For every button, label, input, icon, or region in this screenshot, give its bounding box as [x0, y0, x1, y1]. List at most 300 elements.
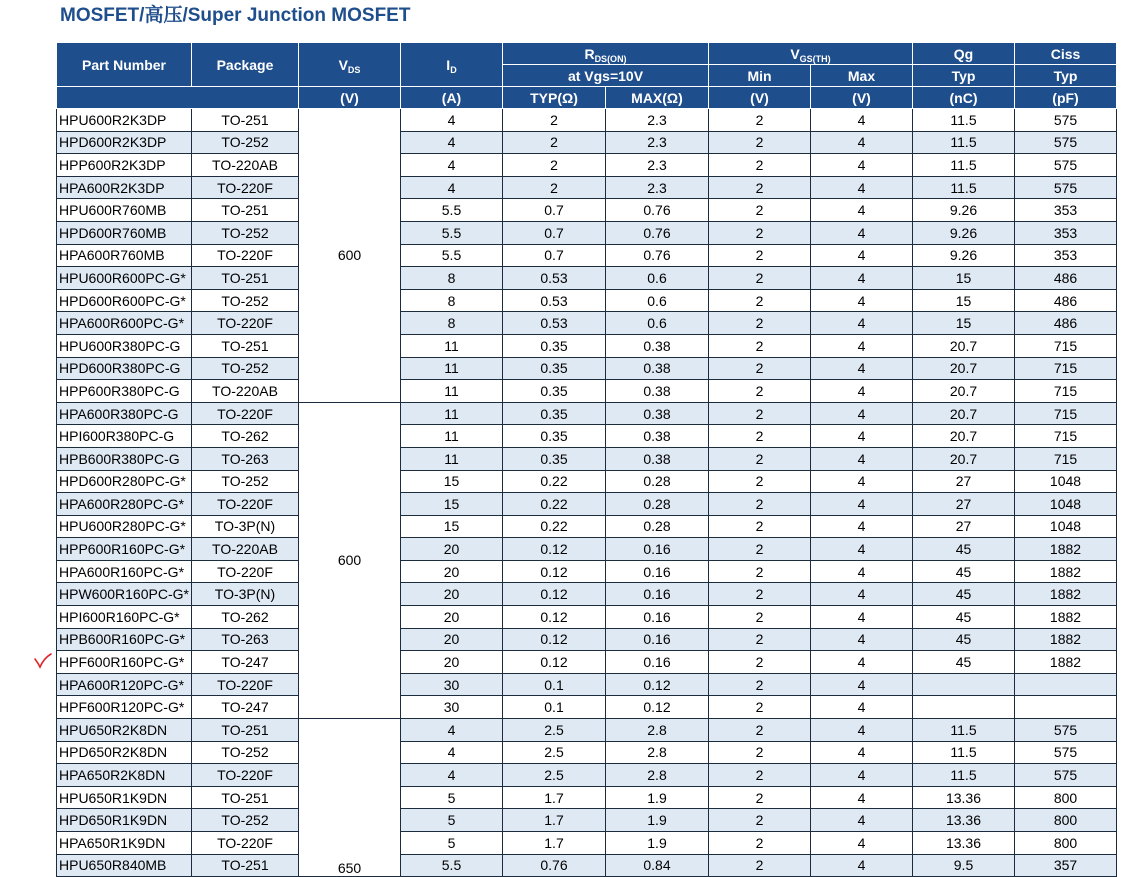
cell-part-number: HPU600R280PC-G*	[57, 515, 192, 538]
cell-qg-typ: 9.26	[913, 221, 1015, 244]
table-row	[57, 628, 1117, 651]
cell-ciss-typ: 353	[1015, 244, 1117, 267]
cell-package: TO-251	[192, 109, 299, 132]
cell-vgs-min: 2	[709, 764, 811, 787]
cell-qg-typ: 11.5	[913, 719, 1015, 742]
cell-rds-max: 0.76	[606, 244, 709, 267]
cell-vgs-max: 4	[811, 109, 913, 132]
cell-ciss-typ: 715	[1015, 402, 1117, 425]
cell-rds-max: 0.38	[606, 357, 709, 380]
cell-id: 5.5	[401, 221, 503, 244]
cell-rds-max: 0.84	[606, 854, 709, 877]
cell-vgs-min: 2	[709, 560, 811, 583]
cell-ciss-typ: 575	[1015, 131, 1117, 154]
cell-ciss-typ: 800	[1015, 786, 1117, 809]
cell-rds-typ: 0.22	[503, 493, 606, 516]
col-header-rds: $R_{DS(ON)}$	[503, 43, 709, 65]
cell-part-number: HPW600R160PC-G*	[57, 583, 192, 606]
cell-vds: 600	[299, 402, 401, 718]
table-row	[57, 447, 1117, 470]
cell-package: TO-220F	[192, 244, 299, 267]
cell-ciss-typ: 715	[1015, 334, 1117, 357]
cell-id: 30	[401, 673, 503, 696]
cell-rds-max: 0.16	[606, 651, 709, 674]
cell-part-number: HPD600R600PC-G*	[57, 289, 192, 312]
cell-ciss-typ: 1882	[1015, 538, 1117, 561]
table-row	[57, 312, 1117, 335]
cell-part-number: HPB600R160PC-G*	[57, 628, 192, 651]
checkmark-icon	[33, 652, 53, 670]
cell-qg-typ: 13.36	[913, 809, 1015, 832]
cell-qg-typ: 45	[913, 560, 1015, 583]
cell-ciss-typ: 715	[1015, 357, 1117, 380]
cell-package: TO-252	[192, 470, 299, 493]
cell-ciss-typ: 1048	[1015, 515, 1117, 538]
table-row	[57, 809, 1117, 832]
table-row	[57, 176, 1117, 199]
cell-part-number: HPD600R280PC-G*	[57, 470, 192, 493]
unit-qg: (nC)	[913, 87, 1015, 109]
col-header-rds-condition: at Vgs=10V	[503, 65, 709, 87]
cell-vgs-max: 4	[811, 832, 913, 855]
cell-id: 4	[401, 109, 503, 132]
cell-id: 8	[401, 267, 503, 290]
cell-rds-max: 0.28	[606, 515, 709, 538]
cell-ciss-typ: 1048	[1015, 470, 1117, 493]
cell-qg-typ: 15	[913, 312, 1015, 335]
cell-rds-typ: 2	[503, 154, 606, 177]
cell-part-number: HPU600R2K3DP	[57, 109, 192, 132]
cell-rds-max: 0.76	[606, 221, 709, 244]
cell-ciss-typ: 357	[1015, 854, 1117, 877]
cell-part-number: HPA600R380PC-G	[57, 402, 192, 425]
cell-vgs-max: 4	[811, 606, 913, 629]
cell-ciss-typ: 715	[1015, 425, 1117, 448]
cell-id: 4	[401, 764, 503, 787]
table-row	[57, 854, 1117, 877]
cell-vds: 650	[299, 719, 401, 877]
col-header-vgs: $V_{GS(TH)}$	[709, 43, 913, 65]
cell-id: 15	[401, 515, 503, 538]
cell-vgs-max: 4	[811, 447, 913, 470]
cell-part-number: HPD600R380PC-G	[57, 357, 192, 380]
cell-vgs-max: 4	[811, 425, 913, 448]
cell-qg-typ: 20.7	[913, 334, 1015, 357]
cell-vgs-max: 4	[811, 515, 913, 538]
cell-ciss-typ: 486	[1015, 267, 1117, 290]
unit-vgs-max: (V)	[811, 87, 913, 109]
cell-part-number: HPI600R160PC-G*	[57, 606, 192, 629]
col-header-vgs-min: Min	[709, 65, 811, 87]
cell-rds-max: 1.9	[606, 786, 709, 809]
cell-package: TO-251	[192, 854, 299, 877]
cell-vgs-min: 2	[709, 786, 811, 809]
cell-vgs-max: 4	[811, 470, 913, 493]
table-row	[57, 470, 1117, 493]
cell-vgs-max: 4	[811, 131, 913, 154]
cell-vgs-max: 4	[811, 493, 913, 516]
table-row	[57, 786, 1117, 809]
cell-vgs-min: 2	[709, 334, 811, 357]
cell-rds-typ: 1.7	[503, 786, 606, 809]
cell-vgs-min: 2	[709, 357, 811, 380]
cell-rds-typ: 0.1	[503, 696, 606, 719]
cell-ciss-typ: 1882	[1015, 651, 1117, 674]
cell-rds-max: 0.38	[606, 380, 709, 403]
cell-qg-typ: 27	[913, 493, 1015, 516]
cell-part-number: HPD650R1K9DN	[57, 809, 192, 832]
cell-part-number: HPA600R120PC-G*	[57, 673, 192, 696]
cell-vgs-min: 2	[709, 515, 811, 538]
cell-rds-typ: 0.53	[503, 267, 606, 290]
table-row	[57, 267, 1117, 290]
cell-ciss-typ: 575	[1015, 719, 1117, 742]
cell-vgs-min: 2	[709, 741, 811, 764]
cell-rds-max: 2.8	[606, 741, 709, 764]
cell-vgs-max: 4	[811, 696, 913, 719]
cell-qg-typ: 13.36	[913, 832, 1015, 855]
cell-id: 5.5	[401, 854, 503, 877]
cell-vgs-max: 4	[811, 312, 913, 335]
cell-rds-typ: 0.35	[503, 357, 606, 380]
cell-ciss-typ: 715	[1015, 380, 1117, 403]
cell-rds-typ: 0.7	[503, 221, 606, 244]
cell-vgs-max: 4	[811, 651, 913, 674]
cell-rds-typ: 0.53	[503, 289, 606, 312]
cell-part-number: HPD600R760MB	[57, 221, 192, 244]
cell-package: TO-220AB	[192, 380, 299, 403]
col-header-qg-typ: Typ	[913, 65, 1015, 87]
cell-package: TO-220F	[192, 673, 299, 696]
cell-vgs-min: 2	[709, 199, 811, 222]
table-row	[57, 538, 1117, 561]
cell-package: TO-220F	[192, 764, 299, 787]
cell-vgs-max: 4	[811, 673, 913, 696]
table-row	[57, 109, 1117, 132]
cell-id: 5.5	[401, 199, 503, 222]
table-row	[57, 221, 1117, 244]
cell-qg-typ: 11.5	[913, 109, 1015, 132]
cell-rds-typ: 0.12	[503, 538, 606, 561]
cell-rds-typ: 0.12	[503, 651, 606, 674]
cell-rds-max: 0.28	[606, 493, 709, 516]
col-header-ciss-typ: Typ	[1015, 65, 1117, 87]
page-title: MOSFET/高压/Super Junction MOSFET	[60, 5, 411, 26]
cell-id: 30	[401, 696, 503, 719]
cell-ciss-typ: 1048	[1015, 493, 1117, 516]
cell-part-number: HPA600R760MB	[57, 244, 192, 267]
cell-package: TO-262	[192, 425, 299, 448]
unit-ciss: (pF)	[1015, 87, 1117, 109]
cell-vgs-min: 2	[709, 289, 811, 312]
cell-ciss-typ	[1015, 673, 1117, 696]
cell-rds-max: 0.6	[606, 289, 709, 312]
cell-rds-typ: 2	[503, 176, 606, 199]
cell-vgs-max: 4	[811, 786, 913, 809]
cell-ciss-typ: 353	[1015, 221, 1117, 244]
table-row	[57, 651, 1117, 674]
units-spacer	[57, 87, 299, 109]
cell-vgs-max: 4	[811, 334, 913, 357]
cell-part-number: HPU600R380PC-G	[57, 334, 192, 357]
table-row	[57, 696, 1117, 719]
cell-vgs-min: 2	[709, 470, 811, 493]
cell-rds-typ: 0.12	[503, 606, 606, 629]
cell-qg-typ: 27	[913, 515, 1015, 538]
cell-rds-typ: 0.35	[503, 334, 606, 357]
cell-qg-typ: 45	[913, 606, 1015, 629]
cell-vgs-min: 2	[709, 832, 811, 855]
cell-id: 5	[401, 809, 503, 832]
cell-package: TO-220AB	[192, 538, 299, 561]
table-row	[57, 560, 1117, 583]
cell-vgs-max: 4	[811, 380, 913, 403]
cell-id: 11	[401, 447, 503, 470]
cell-vgs-max: 4	[811, 809, 913, 832]
cell-id: 4	[401, 741, 503, 764]
cell-rds-max: 0.16	[606, 628, 709, 651]
cell-rds-typ: 2.5	[503, 764, 606, 787]
table-row	[57, 425, 1117, 448]
table-row	[57, 199, 1117, 222]
cell-ciss-typ: 800	[1015, 809, 1117, 832]
cell-vgs-max: 4	[811, 199, 913, 222]
cell-vgs-max: 4	[811, 221, 913, 244]
cell-package: TO-251	[192, 719, 299, 742]
cell-rds-typ: 2.5	[503, 719, 606, 742]
cell-rds-typ: 0.76	[503, 854, 606, 877]
table-row	[57, 741, 1117, 764]
table-row	[57, 764, 1117, 787]
cell-id: 8	[401, 289, 503, 312]
cell-qg-typ: 11.5	[913, 764, 1015, 787]
cell-id: 5	[401, 832, 503, 855]
cell-part-number: HPD600R2K3DP	[57, 131, 192, 154]
table-row	[57, 334, 1117, 357]
cell-rds-max: 2.3	[606, 176, 709, 199]
cell-vgs-max: 4	[811, 357, 913, 380]
cell-part-number: HPA650R1K9DN	[57, 832, 192, 855]
cell-rds-max: 0.6	[606, 267, 709, 290]
cell-vgs-min: 2	[709, 493, 811, 516]
cell-rds-max: 0.16	[606, 606, 709, 629]
table-row	[57, 606, 1117, 629]
cell-vgs-max: 4	[811, 560, 913, 583]
cell-rds-typ: 0.12	[503, 560, 606, 583]
cell-qg-typ: 45	[913, 538, 1015, 561]
cell-ciss-typ: 715	[1015, 447, 1117, 470]
cell-id: 20	[401, 560, 503, 583]
cell-rds-max: 0.6	[606, 312, 709, 335]
cell-package: TO-251	[192, 267, 299, 290]
cell-part-number: HPP600R380PC-G	[57, 380, 192, 403]
cell-id: 15	[401, 493, 503, 516]
cell-id: 20	[401, 651, 503, 674]
cell-rds-max: 0.16	[606, 538, 709, 561]
table-row	[57, 832, 1117, 855]
cell-package: TO-247	[192, 696, 299, 719]
cell-qg-typ: 11.5	[913, 131, 1015, 154]
cell-vgs-max: 4	[811, 764, 913, 787]
cell-rds-max: 1.9	[606, 809, 709, 832]
cell-ciss-typ: 1882	[1015, 606, 1117, 629]
cell-id: 5	[401, 786, 503, 809]
table-row	[57, 244, 1117, 267]
col-header-ciss: Ciss	[1015, 43, 1117, 65]
cell-rds-max: 0.38	[606, 447, 709, 470]
cell-rds-max: 0.16	[606, 560, 709, 583]
cell-qg-typ: 11.5	[913, 176, 1015, 199]
cell-id: 8	[401, 312, 503, 335]
table-row	[57, 673, 1117, 696]
table-row	[57, 493, 1117, 516]
table-row	[57, 402, 1117, 425]
cell-rds-typ: 0.7	[503, 199, 606, 222]
cell-ciss-typ: 575	[1015, 109, 1117, 132]
cell-package: TO-3P(N)	[192, 583, 299, 606]
cell-package: TO-262	[192, 606, 299, 629]
cell-rds-typ: 0.35	[503, 380, 606, 403]
col-header-qg: Qg	[913, 43, 1015, 65]
cell-vgs-min: 2	[709, 854, 811, 877]
cell-vgs-min: 2	[709, 583, 811, 606]
cell-package: TO-220F	[192, 176, 299, 199]
cell-package: TO-220AB	[192, 154, 299, 177]
cell-vgs-min: 2	[709, 221, 811, 244]
col-header-vds: $V_{DS}$	[299, 43, 401, 87]
cell-rds-typ: 0.35	[503, 402, 606, 425]
cell-rds-max: 2.8	[606, 764, 709, 787]
table-row	[57, 131, 1117, 154]
cell-id: 5.5	[401, 244, 503, 267]
cell-vgs-min: 2	[709, 628, 811, 651]
cell-qg-typ: 13.36	[913, 786, 1015, 809]
cell-vgs-min: 2	[709, 719, 811, 742]
cell-part-number: HPA600R160PC-G*	[57, 560, 192, 583]
cell-package: TO-263	[192, 447, 299, 470]
cell-vgs-max: 4	[811, 244, 913, 267]
table-row	[57, 289, 1117, 312]
cell-qg-typ: 11.5	[913, 154, 1015, 177]
cell-vgs-min: 2	[709, 267, 811, 290]
cell-rds-max: 2.3	[606, 109, 709, 132]
cell-ciss-typ: 575	[1015, 764, 1117, 787]
cell-part-number: HPU650R840MB	[57, 854, 192, 877]
cell-id: 11	[401, 425, 503, 448]
cell-rds-max: 0.16	[606, 583, 709, 606]
cell-package: TO-220F	[192, 493, 299, 516]
cell-vgs-max: 4	[811, 402, 913, 425]
table-row	[57, 583, 1117, 606]
cell-id: 20	[401, 606, 503, 629]
cell-ciss-typ: 1882	[1015, 628, 1117, 651]
cell-vgs-min: 2	[709, 447, 811, 470]
cell-rds-typ: 0.22	[503, 470, 606, 493]
cell-vgs-max: 4	[811, 583, 913, 606]
cell-ciss-typ: 1882	[1015, 583, 1117, 606]
cell-ciss-typ	[1015, 696, 1117, 719]
cell-part-number: HPA600R2K3DP	[57, 176, 192, 199]
cell-part-number: HPB600R380PC-G	[57, 447, 192, 470]
cell-part-number: HPF600R120PC-G*	[57, 696, 192, 719]
cell-ciss-typ: 800	[1015, 832, 1117, 855]
cell-ciss-typ: 1882	[1015, 560, 1117, 583]
cell-package: TO-252	[192, 357, 299, 380]
cell-qg-typ: 9.5	[913, 854, 1015, 877]
cell-vgs-max: 4	[811, 719, 913, 742]
cell-qg-typ: 45	[913, 651, 1015, 674]
unit-rds-max: MAX(Ω)	[606, 87, 709, 109]
cell-rds-max: 0.12	[606, 673, 709, 696]
cell-package: TO-252	[192, 131, 299, 154]
cell-id: 15	[401, 470, 503, 493]
cell-part-number: HPA600R280PC-G*	[57, 493, 192, 516]
cell-vgs-min: 2	[709, 402, 811, 425]
col-header-id: $I_D$	[401, 43, 503, 87]
cell-part-number: HPF600R160PC-G*	[57, 651, 192, 674]
cell-id: 4	[401, 719, 503, 742]
cell-part-number: HPA600R600PC-G*	[57, 312, 192, 335]
cell-part-number: HPP600R2K3DP	[57, 154, 192, 177]
unit-id: (A)	[401, 87, 503, 109]
cell-id: 4	[401, 154, 503, 177]
cell-qg-typ: 20.7	[913, 357, 1015, 380]
cell-qg-typ	[913, 673, 1015, 696]
cell-vgs-min: 2	[709, 131, 811, 154]
cell-ciss-typ: 575	[1015, 154, 1117, 177]
cell-rds-typ: 1.7	[503, 809, 606, 832]
cell-vgs-min: 2	[709, 673, 811, 696]
cell-vgs-max: 4	[811, 628, 913, 651]
cell-rds-typ: 2	[503, 109, 606, 132]
cell-vgs-min: 2	[709, 696, 811, 719]
cell-ciss-typ: 486	[1015, 312, 1117, 335]
cell-id: 11	[401, 357, 503, 380]
cell-qg-typ: 45	[913, 583, 1015, 606]
cell-vgs-max: 4	[811, 176, 913, 199]
cell-rds-typ: 0.53	[503, 312, 606, 335]
cell-qg-typ: 15	[913, 267, 1015, 290]
cell-vgs-max: 4	[811, 267, 913, 290]
cell-vgs-max: 4	[811, 538, 913, 561]
cell-id: 11	[401, 380, 503, 403]
cell-qg-typ: 20.7	[913, 425, 1015, 448]
cell-rds-max: 2.8	[606, 719, 709, 742]
cell-qg-typ: 45	[913, 628, 1015, 651]
cell-vgs-min: 2	[709, 538, 811, 561]
cell-qg-typ: 20.7	[913, 402, 1015, 425]
cell-vgs-min: 2	[709, 606, 811, 629]
cell-qg-typ: 27	[913, 470, 1015, 493]
unit-rds-typ: TYP(Ω)	[503, 87, 606, 109]
cell-vgs-min: 2	[709, 176, 811, 199]
cell-vgs-min: 2	[709, 380, 811, 403]
cell-part-number: HPU600R760MB	[57, 199, 192, 222]
cell-qg-typ: 9.26	[913, 244, 1015, 267]
cell-rds-max: 2.3	[606, 131, 709, 154]
cell-package: TO-251	[192, 199, 299, 222]
cell-rds-typ: 0.7	[503, 244, 606, 267]
cell-qg-typ	[913, 696, 1015, 719]
table-row	[57, 380, 1117, 403]
col-header-part-number: Part Number	[57, 43, 192, 87]
mosfet-spec-table	[56, 42, 1117, 877]
unit-vgs-min: (V)	[709, 87, 811, 109]
cell-id: 20	[401, 583, 503, 606]
cell-rds-max: 0.38	[606, 334, 709, 357]
cell-rds-max: 0.28	[606, 470, 709, 493]
cell-rds-typ: 2.5	[503, 741, 606, 764]
